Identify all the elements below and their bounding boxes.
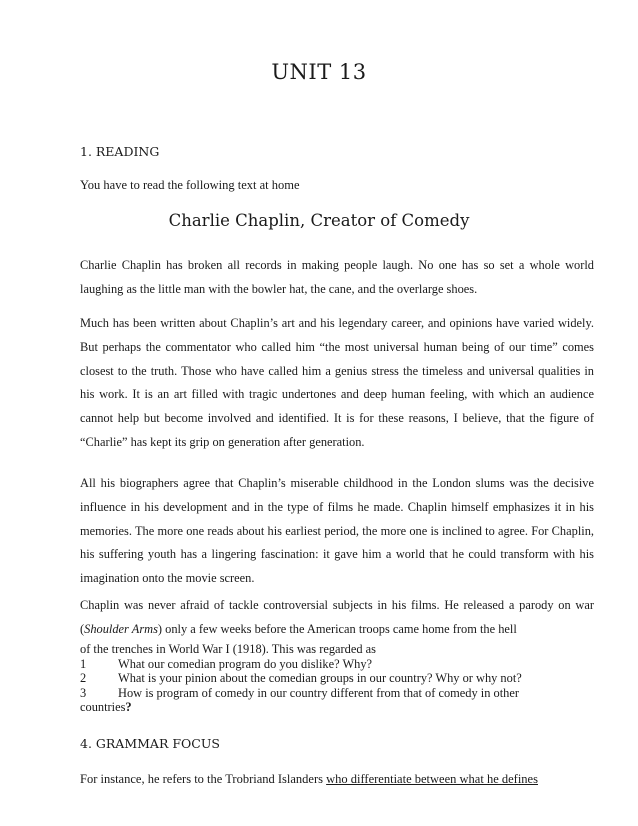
question-number: 2 [80, 671, 87, 685]
article-title: Charlie Chaplin, Creator of Comedy [168, 211, 470, 230]
grammar-line-plain: For instance, he refers to the Trobriand Islanders [80, 772, 327, 786]
question-text: How is program of comedy in our country different from that of comedy in other [118, 685, 519, 700]
grammar-line [80, 772, 594, 787]
paragraph-4-tail: of the trenches in World War I (1918). This was regarded as [80, 642, 376, 656]
paragraph-3: All his biographers agree that Chaplin’s miserable childhood in the London slums was the decisive influence in his development and in the type of films he made. Chaplin himself emphasizes it in his memories. The more one reads about his earliest period, the more one is inclined to agree. For Chaplin, his suffering youth has a lingering fascination: it gave him a world that he could transform with his imagination onto the movie screen. [80, 476, 594, 586]
question-number: 1 [80, 656, 87, 671]
question-3-continuation [80, 700, 594, 715]
grammar-line-underlined: who differentiate between what he defines [326, 772, 538, 786]
question-3-mark: ? [125, 700, 132, 714]
question-2 [80, 671, 594, 686]
question-text: What our comedian program do you dislike? Why? [118, 656, 373, 671]
paragraph-4-start: Chaplin was never afraid of tackle controversial subjects in his films. He released a parody on war ( [80, 598, 594, 636]
question-1 [80, 657, 594, 672]
unit-title: UNIT 13 [271, 60, 367, 84]
paragraph-4-end: ) only a few weeks before the American troops came home from the hell [157, 621, 517, 636]
question-3 [80, 686, 594, 701]
question-3-continuation-text: countries [80, 700, 126, 714]
reading-instruction: You have to read the following text at home [80, 178, 300, 192]
film-title-shoulder-arms: Shoulder Arms [84, 621, 158, 636]
question-number: 3 [80, 685, 87, 700]
question-text: What is your pinion about the comedian groups in our country? Why or why not? [118, 671, 522, 685]
paragraph-1: Charlie Chaplin has broken all records in making people laugh. No one has so set a whole world laughing as the little man with the bowler hat, the cane, and the overlarge shoes. [80, 258, 594, 296]
reading-heading: 1. READING [80, 144, 160, 159]
paragraph-2: Much has been written about Chaplin’s art and his legendary career, and opinions have varied widely. But perhaps the commentator who called him “the most universal human being of our time” comes closest to the truth. Those who have called him a genius stress the timeless and universal qualities in his work. It is an art filled with tragic undertones and deep human feeling, with which an audience cannot help but become involved and identified. It is for these reasons, I believe, that the figure of “Charlie” has kept its grip on generation after generation. [80, 316, 594, 449]
question-block [80, 642, 594, 715]
paragraph-4 [80, 594, 594, 642]
grammar-heading: 4. GRAMMAR FOCUS [80, 736, 220, 751]
